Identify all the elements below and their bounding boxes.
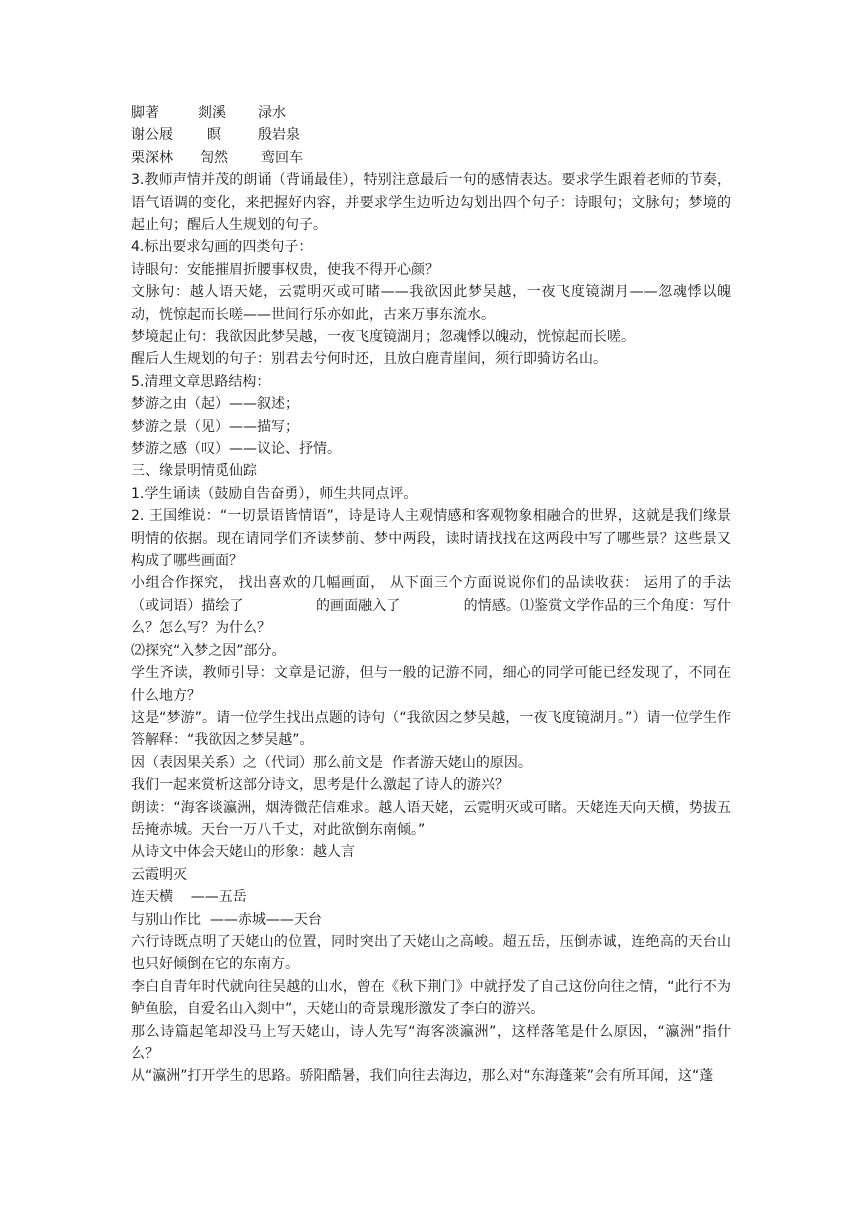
paragraph: 云霞明灭 bbox=[131, 866, 187, 883]
vocab-word: 殷岩泉 bbox=[258, 127, 300, 144]
paragraph: 3.教师声情并茂的朗诵（背诵最佳），特别注意最后一句的感情表达。要求学生跟着老师的节奏，语气语调的变化，来把握好内容，并要求学生边听边勾划出四个句子：诗眼句；文脉句；梦境的起止句；醒后人生规划的句子。 bbox=[131, 172, 731, 233]
document-body bbox=[131, 102, 731, 1088]
paragraph: 连天横 ——五岳 bbox=[131, 889, 247, 906]
paragraph: 梦游之由（起）——叙述； bbox=[131, 396, 299, 413]
paragraph: 梦游之景（见）——描写； bbox=[131, 418, 299, 435]
vocab-word: 脚著 bbox=[131, 105, 159, 121]
vocab-row bbox=[131, 147, 731, 169]
section-heading: 三、缘景明情觅仙踪 bbox=[131, 463, 257, 480]
paragraph: 2. 王国维说：“一切景语皆情语”，诗是诗人主观情感和客观物象相融合的世界，这就是我们缘景明情的依据。现在请同学们齐读梦前、梦中两段，读时请找找在这两段中写了哪些景？这些景又构成了哪些画面？ bbox=[131, 508, 731, 570]
vocab-word: 訇然 bbox=[200, 149, 228, 166]
vocab-word: 渌水 bbox=[258, 105, 286, 121]
vocab-word: 鸾回车 bbox=[261, 149, 303, 166]
paragraph: 4.标出要求勾画的四类句子： bbox=[131, 239, 313, 256]
paragraph: 那么诗篇起笔却没马上写天姥山，诗人先写“海客淡瀛洲”，这样落笔是什么原因，“瀛洲”指什么？ bbox=[131, 1023, 731, 1063]
vocab-row bbox=[131, 102, 731, 124]
paragraph: 文脉句：越人语天姥，云霓明灭或可睹——我欲因此梦吴越，一夜飞度镜湖月——忽魂悸以魄动，恍惊起而长嗟——世间行乐亦如此，古来万事东流水。 bbox=[131, 284, 731, 323]
paragraph: 1.学生诵读（鼓励自告奋勇），师生共同点评。 bbox=[131, 485, 418, 502]
vocab-word: 谢公屐 bbox=[131, 127, 173, 144]
vocab-word: 剡溪 bbox=[198, 105, 226, 121]
paragraph: 从“瀛洲”打开学生的思路。骄阳酷暑，我们向往去海边，那么对“东海蓬莱”会有所耳闻，这“蓬 bbox=[131, 1068, 714, 1085]
paragraph: 醒后人生规划的句子：别君去兮何时还，且放白鹿青崖间，须行即骑访名山。 bbox=[131, 351, 607, 368]
paragraph: 六行诗既点明了天姥山的位置，同时突出了天姥山之高峻。超五岳，压倒赤诚，连绝高的天台山也只好倾倒在它的东南方。 bbox=[131, 933, 731, 973]
vocab-row bbox=[131, 124, 731, 146]
paragraph: 李白自青年时代就向往吴越的山水，曾在《秋下荆门》中就抒发了自己这份向往之情，“此行不为鲈鱼脍，自爱名山入剡中”，天姥山的奇景瑰形激发了李白的游兴。 bbox=[131, 978, 731, 1018]
paragraph: 梦境起止句：我欲因此梦吴越，一夜飞度镜湖月；忽魂悸以魄动，恍惊起而长嗟。 bbox=[131, 329, 635, 346]
paragraph: 因（表因果关系）之（代词）那么前文是 作者游天姥山的原因。 bbox=[131, 754, 532, 771]
paragraph: 朗读：“海客谈瀛洲，烟涛微茫信难求。越人语天姥，云霓明灭或可睹。天姥连天向天横，势拔五岳掩赤城。天台一万八千丈，对此欲倒东南倾。” bbox=[131, 799, 731, 838]
vocab-word: 瞑 bbox=[207, 127, 221, 144]
paragraph: 5.清理文章思路结构： bbox=[131, 373, 271, 390]
paragraph: 诗眼句：安能摧眉折腰事权贵，使我不得开心颜？ bbox=[131, 261, 439, 278]
paragraph: 与别山作比 ——赤城——天台 bbox=[131, 911, 322, 928]
paragraph: 这是“梦游”。请一位学生找出点题的诗句（“我欲因之梦吴越，一夜飞度镜湖月。”）请一位学生作答解释：“我欲因之梦吴越”。 bbox=[131, 709, 731, 749]
paragraph: 我们一起来赏析这部分诗文，思考是什么激起了诗人的游兴？ bbox=[131, 777, 509, 794]
paragraph: 学生齐读，教师引导：文章是记游，但与一般的记游不同，细心的同学可能已经发现了，不同在什么地方？ bbox=[131, 665, 731, 704]
vocab-word: 栗深林 bbox=[131, 149, 173, 166]
paragraph: 从诗文中体会天姥山的形象：越人言 bbox=[131, 844, 355, 861]
paragraph: ⑵探究“入梦之因”部分。 bbox=[131, 642, 286, 659]
paragraph: 梦游之感（叹）——议论、抒情。 bbox=[131, 441, 341, 458]
paragraph: 小组合作探究， 找出喜欢的几幅画面， 从下面三个方面说说你们的品读收获： 运用了的手法（或词语）描绘了 的画面融入了 的情感。⑴鉴赏文学作品的三个角度：写什么？怎么写？为什么？ bbox=[131, 575, 731, 637]
